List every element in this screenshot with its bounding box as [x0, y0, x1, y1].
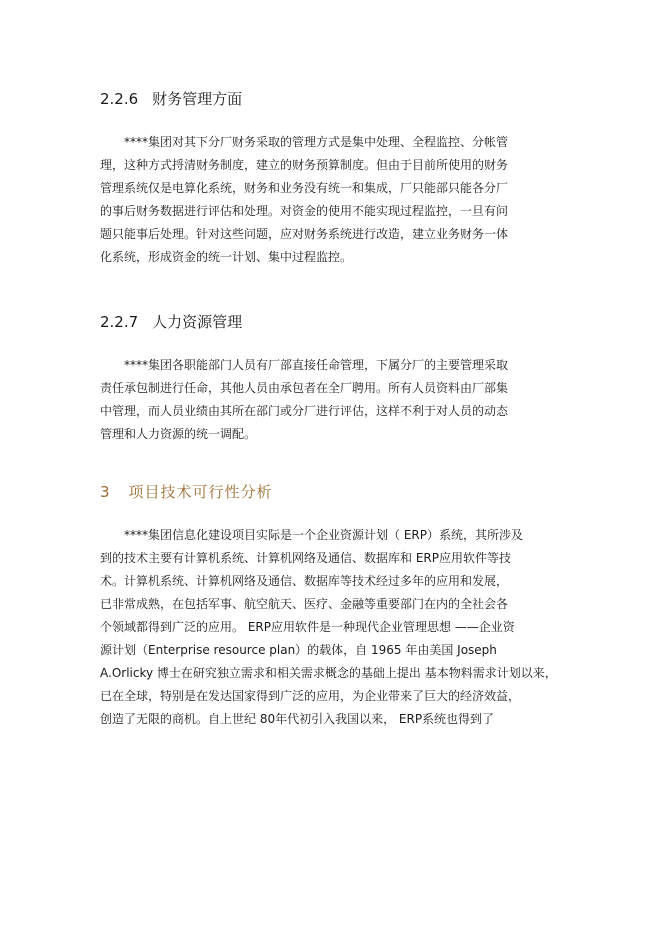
section-number: 2.2.6	[100, 90, 139, 108]
paragraph-line: A.Orlicky 博士在研究独立需求和相关需求概念的基础上提出 基本物料需求计划以来，	[100, 666, 557, 680]
paragraph-line: 管理和人力资源的统一调配。	[100, 427, 257, 441]
section-title: 财务管理方面	[152, 90, 243, 108]
paragraph-line: 到的技术主要有计算机系统、计算机网络及通信、数据库和 ERP应用软件等技	[100, 551, 511, 565]
paragraph-line: 已非常成熟，在包括军事、航空航天、医疗、金融等重要部门在内的全社会各	[100, 597, 509, 611]
paragraph-line: 理，这种方式捋清财务制度，建立的财务预算制度。但由于目前所使用的财务	[100, 158, 509, 172]
section-number: 2.2.7	[100, 313, 139, 331]
section-heading-3	[100, 481, 273, 502]
paragraph-line: 的事后财务数据进行评估和处理。对资金的使用不能实现过程监控，一旦有问	[100, 204, 509, 218]
section-heading-2-2-7	[100, 311, 242, 332]
section-title: 人力资源管理	[152, 313, 243, 331]
paragraph-line: 术。计算机系统、计算机网络及通信、数据库等技术经过多年的应用和发展，	[100, 574, 509, 588]
paragraph-line: 源计划（Enterprise resource plan）的载体，自 1965 年由美国 Joseph	[100, 643, 497, 657]
paragraph-line: ****集团各职能部门人员有厂部直接任命管理，下属分厂的主要管理采取	[124, 358, 509, 372]
paragraph-line: 已在全球，特别是在发达国家得到广泛的应用，为企业带来了巨大的经济效益，	[100, 689, 521, 703]
paragraph-line: 个领域都得到广泛的应用。 ERP应用软件是一种现代企业管理思想 ——企业资	[100, 620, 515, 634]
paragraph-line: ****集团信息化建设项目实际是一个企业资源计划（ ERP）系统，其所涉及	[124, 528, 523, 542]
paragraph-line: 创造了无限的商机。自上世纪 80年代初引入我国以来， ERP系统也得到了	[100, 712, 495, 726]
section-title: 项目技术可行性分析	[128, 483, 273, 501]
paragraph-line: ****集团对其下分厂财务采取的管理方式是集中处理、全程监控、分帐管	[124, 135, 509, 149]
section-heading-2-2-6	[100, 88, 242, 109]
paragraph-line: 责任承包制进行任命，其他人员由承包者在全厂聘用。所有人员资料由厂部集	[100, 381, 509, 395]
section-number: 3	[100, 483, 111, 501]
paragraph-hr	[100, 354, 570, 446]
paragraph-line: 中管理，而人员业绩由其所在部门或分厂进行评估，这样不利于对人员的动态	[100, 404, 509, 418]
paragraph-finance	[100, 131, 570, 269]
paragraph-line: 题只能事后处理。针对这些问题，应对财务系统进行改造，建立业务财务一体	[100, 227, 509, 241]
paragraph-line: 管理系统仅是电算化系统，财务和业务没有统一和集成，厂只能部只能各分厂	[100, 181, 509, 195]
paragraph-technical-feasibility	[100, 524, 570, 731]
paragraph-line: 化系统，形成资金的统一计划、集中过程监控。	[100, 250, 353, 264]
